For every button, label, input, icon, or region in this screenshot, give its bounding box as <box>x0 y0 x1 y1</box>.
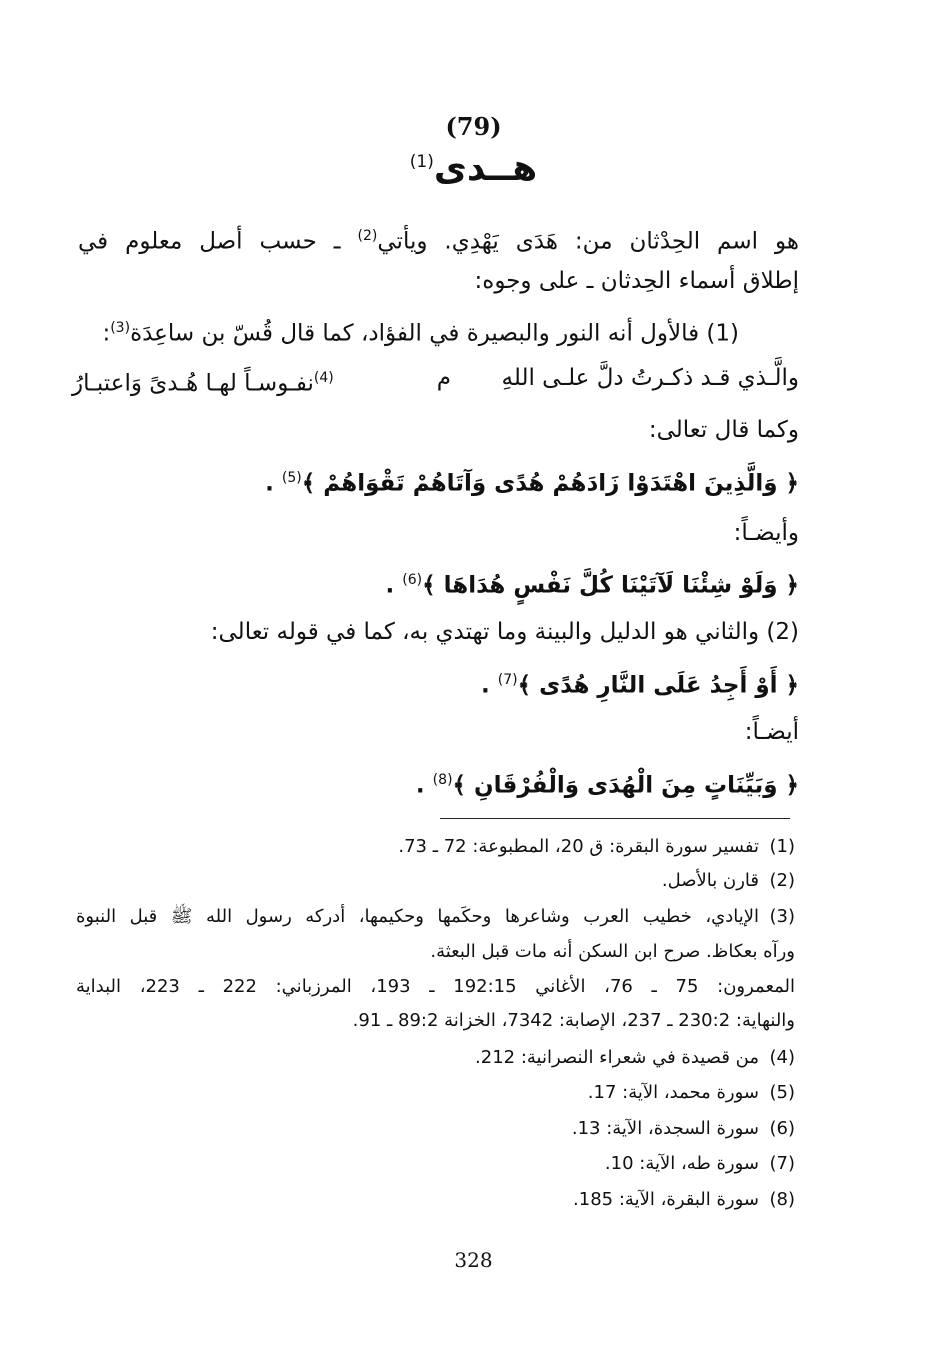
verse-end: . <box>385 572 403 599</box>
footnote-number: (6) <box>769 1118 795 1139</box>
footnote-number: (8) <box>769 1189 795 1210</box>
footnote <box>76 866 795 896</box>
footnote-ref: (7) <box>497 672 518 688</box>
paragraph-text: (2) والثاني هو الدليل والبينة وما تهتدي به، كما في قوله تعالى: <box>210 619 799 645</box>
paragraph-line <box>78 616 799 648</box>
paragraph-text: أيضـاً: <box>744 719 799 745</box>
footnote-text: قارن بالأصل. <box>661 870 759 891</box>
poem-first-hemistich: والَّـذي قـد ذكـرتُ دلَّ علـى اللهِ <box>501 365 799 391</box>
footnote-continuation <box>76 1006 795 1036</box>
footnote <box>76 1149 795 1179</box>
page-number: 328 <box>454 1248 493 1272</box>
paragraph-line <box>78 312 739 350</box>
quran-verse <box>481 664 799 702</box>
paragraph-text: وأيضـاً: <box>733 520 799 546</box>
footnote-continuation <box>76 937 795 967</box>
verse-end: . <box>481 672 498 699</box>
footnote-text: سورة السجدة، الآية: 13. <box>571 1118 759 1139</box>
verse-end: . <box>415 772 433 799</box>
footnote-ref: (4) <box>313 370 334 386</box>
footnote-text: المعمرون: 75 ـ 76، الأغاني 192:15 ـ 193، المرزباني: 222 ـ 223، البداية <box>76 976 796 997</box>
footnote-number: (2) <box>769 870 795 891</box>
paragraph-line <box>78 414 799 446</box>
footnote-number: (1) <box>769 836 795 857</box>
paragraph-text: ـ حسب أصل معلوم في <box>78 228 358 255</box>
footnote-text: سورة طه، الآية: 10. <box>604 1153 759 1174</box>
footnote-separator <box>440 818 790 819</box>
footnote-number: (7) <box>769 1153 795 1174</box>
paragraph-text: : <box>102 320 111 347</box>
paragraph-text: وكما قال تعالى: <box>648 417 799 443</box>
footnote <box>76 1185 795 1215</box>
footnote-text: سورة محمد، الآية: 17. <box>587 1082 759 1103</box>
footnote-text: ورآه بعكاظ. صرح ابن السكن أنه مات قبل البعثة. <box>430 941 795 962</box>
footnote-ref: (5) <box>281 470 302 486</box>
paragraph-line <box>78 517 799 549</box>
footnote-text: تفسير سورة البقرة: ق 20، المطبوعة: 72 ـ 73. <box>398 836 759 857</box>
verse-text: ﴿ أَوْ أَجِدُ عَلَى النَّارِ هُدًى ﴾ <box>517 672 799 699</box>
footnote-text: والنهاية: 230:2 ـ 237، الإصابة: 7342، الخزانة 89:2 ـ 91. <box>352 1010 795 1031</box>
footnote-text: من قصيدة في شعراء النصرانية: 212. <box>475 1047 759 1068</box>
footnote-ref: (2) <box>357 228 378 244</box>
footnote-number: (3) <box>769 906 795 927</box>
paragraph-line <box>78 716 799 748</box>
footnote <box>76 832 795 862</box>
verse-end: . <box>265 470 282 497</box>
paragraph-line <box>78 265 799 297</box>
paragraph-text: إطلاق أسماء الحِدثان ـ على وجوه: <box>474 268 799 294</box>
footnote <box>76 1043 795 1073</box>
quran-verse <box>265 462 799 500</box>
title-footnote-ref: (1) <box>409 152 434 172</box>
entry-title-text: هــدى <box>433 148 538 189</box>
paragraph-line <box>78 220 799 258</box>
paragraph-text: (1) فالأول أنه النور والبصيرة في الفؤاد، كما قال قُسّ بن ساعِدَة <box>130 320 739 347</box>
poem-second-hemistich <box>72 362 334 400</box>
footnote-text: الإيادي، خطيب العرب وشاعرها وحكَمها وحكيمها، أدركه رسول الله ﷺ قبل النبوة <box>76 906 759 927</box>
verse-text: ﴿ وَلَوْ شِئْنَا لَآتَيْنَا كُلَّ نَفْسٍ هُدَاهَا ﴾ <box>422 572 799 599</box>
footnote <box>76 1114 795 1144</box>
footnote-text: سورة البقرة، الآية: 185. <box>573 1189 759 1210</box>
footnote-continuation <box>76 972 795 1002</box>
entry-title <box>0 148 947 189</box>
quran-verse <box>416 764 799 802</box>
quran-verse <box>386 564 799 602</box>
verse-text: ﴿ وَبَيِّنَاتٍ مِنَ الْهُدَى وَالْفُرْقَانِ ﴾ <box>452 772 799 799</box>
footnote-ref: (3) <box>110 320 131 336</box>
footnote <box>76 1078 795 1108</box>
verse-text: ﴿ وَالَّذِينَ اهْتَدَوْا زَادَهُمْ هُدًى وَآتَاهُمْ تَقْوَاهُمْ ﴾ <box>301 470 799 497</box>
footnote-ref: (6) <box>402 572 423 588</box>
footnote-number: (4) <box>769 1047 795 1068</box>
entry-number: (79) <box>445 112 502 141</box>
footnote-number: (5) <box>769 1082 795 1103</box>
footnote-ref: (8) <box>432 772 453 788</box>
poem-second-hemistich-text: نفـوسـاً لهـا هُـدىً وَاعتبـارُ <box>72 370 314 397</box>
footnote <box>76 902 795 932</box>
paragraph-text: هو اسم الحِدْثان من: هَدَى يَهْدِي. ويأتي <box>377 228 799 255</box>
poem-mark: م <box>436 365 451 391</box>
